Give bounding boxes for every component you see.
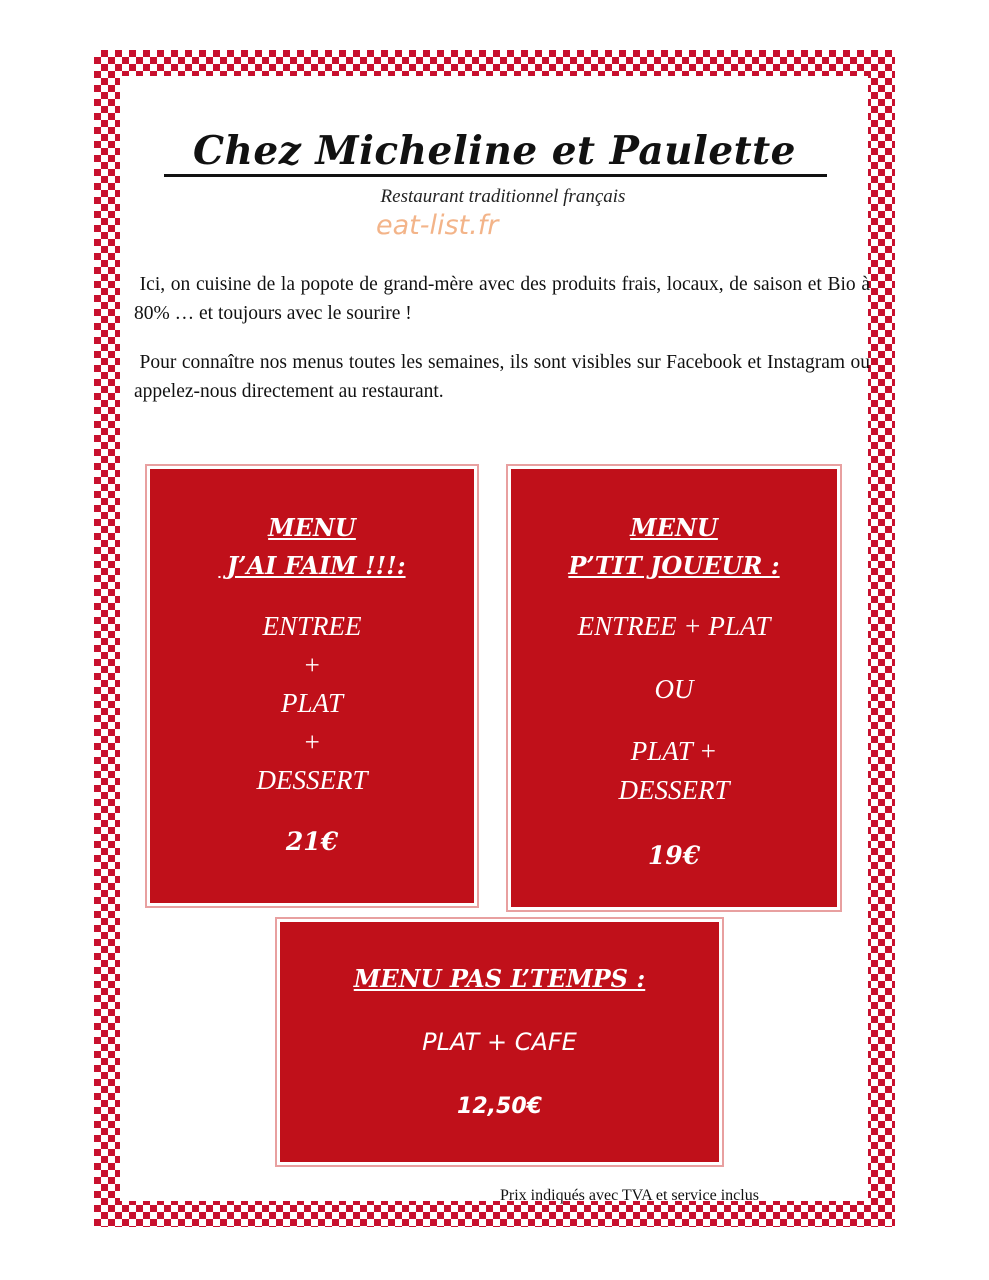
menu-price: 21€	[285, 827, 339, 856]
menu-card-pas-ltemps	[280, 922, 719, 1162]
intro-paragraph-1: Ici, on cuisine de la popote de grand-mère avec des produits frais, locaux, de saison et Bio à 80% … et toujours avec le sourire !	[134, 274, 871, 324]
menu-items	[152, 607, 472, 800]
menu-title: MENU P’TIT JOUEUR :	[568, 513, 780, 580]
menu-line: DESSERT	[618, 774, 730, 805]
menu-card-ptit-joueur	[511, 469, 837, 907]
menu-line: PLAT + CAFE	[422, 1028, 577, 1056]
price-note: Prix indiqués avec TVA et service inclus	[500, 1187, 759, 1204]
menu-title: MENU PAS L’TEMPS :	[353, 964, 646, 993]
menu-line: ENTREE + PLAT	[577, 611, 771, 641]
watermark: eat-list.fr	[376, 210, 499, 241]
menu-line: +	[302, 726, 322, 757]
menu-price: 12,50€	[457, 1094, 542, 1119]
menu-line: DESSERT	[256, 765, 368, 795]
restaurant-title: Chez Micheline et Paulette	[193, 128, 796, 174]
menu-line: PLAT	[280, 688, 343, 718]
intro-paragraph-2: Pour connaître nos menus toutes les semaines, ils sont visibles sur Facebook et Instagram ou appelez-nous directement au restaurant.	[134, 352, 871, 402]
menu-price: 19€	[647, 841, 701, 870]
menu-line: PLAT +	[630, 736, 718, 766]
menu-line: OU	[654, 673, 694, 704]
title-underline	[164, 174, 827, 177]
menu-line: ENTREE	[262, 611, 362, 641]
menu-items	[513, 607, 835, 809]
menu-card-jai-faim	[150, 469, 474, 903]
menu-line: +	[302, 649, 322, 680]
restaurant-subtitle: Restaurant traditionnel français	[380, 186, 626, 207]
menu-title: MENU J’AI FAIM !!!:	[218, 513, 406, 580]
